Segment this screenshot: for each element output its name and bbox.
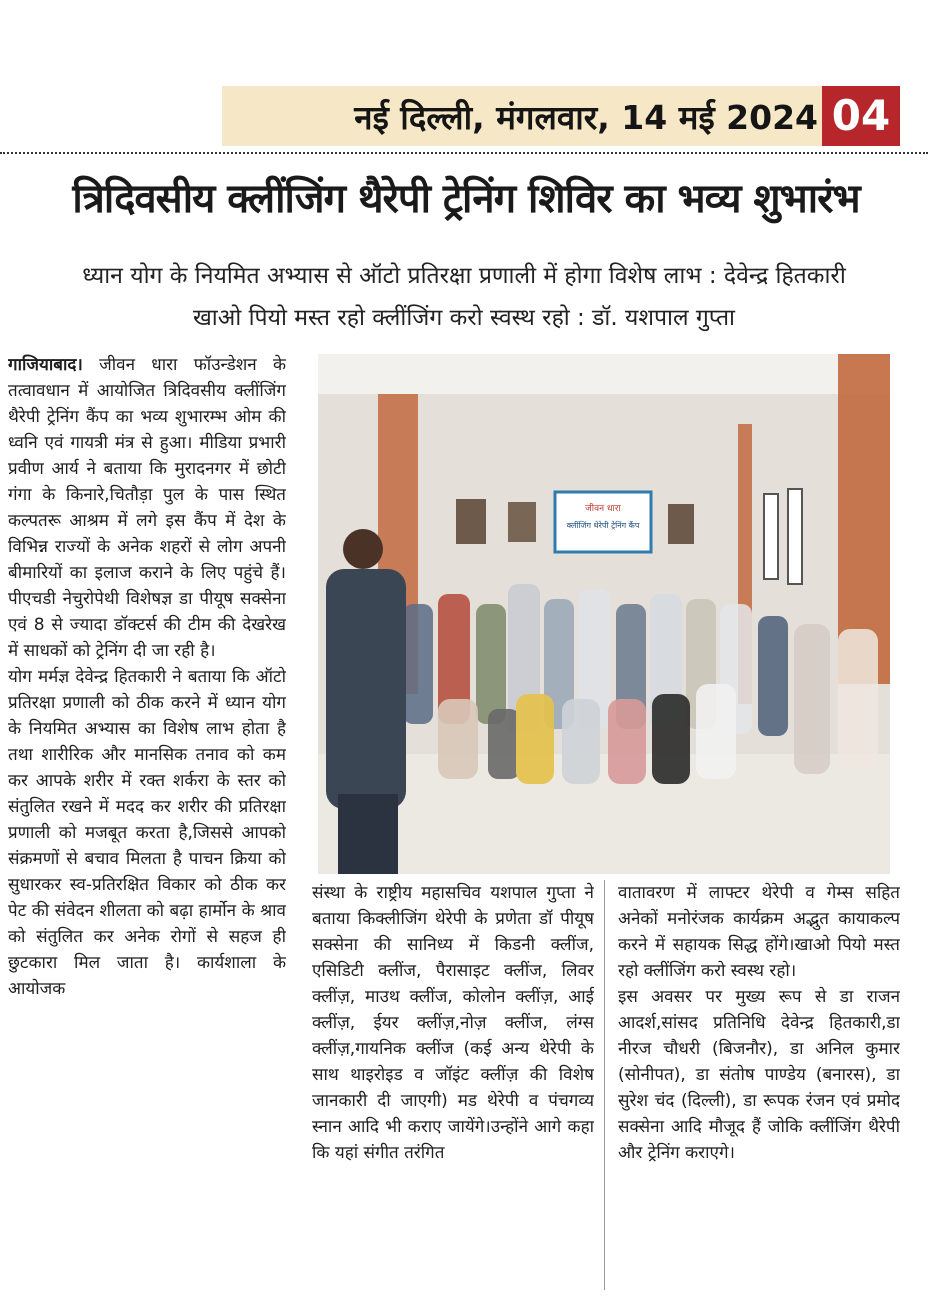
photo-banner-subtitle: क्लींजिंग थेरेपी ट्रेनिंग कैंप [566, 521, 640, 530]
headline: त्रिदिवसीय क्लींजिंग थैरेपी ट्रेनिंग शिविर का भव्य शुभारंभ [72, 176, 860, 222]
edition-dateline: नई दिल्ली, मंगलवार, 14 मई 2024 [354, 98, 818, 137]
subheadline-1: ध्यान योग के नियमित अभ्यास से ऑटो प्रतिरक्षा प्रणाली में होगा विशेष लाभ : देवेन्द्र हितकारी [82, 263, 846, 289]
article-dateline: गाजियाबाद। [8, 355, 83, 375]
article-column-left [8, 352, 286, 1296]
group-photo-illustration [318, 354, 890, 874]
article-paragraph-2: योग मर्मज्ञ देवेन्द्र हितकारी ने बताया कि ऑटो प्रतिरक्षा प्रणाली को ठीक करने में ध्यान योग के नियमित अभ्यास का विशेष लाभ होता है तथा शारीरिक और मानसिक तनाव को कम कर आपके शरीर में रक्त शर्करा के स्तर को संतुलित रखने में मदद कर शरीर की प्रतिरक्षा प्रणाली को मजबूत करता है,जिससे आपको संक्रमणों से बचाव मिलता है पाचन क्रिया को सुधारकर स्व-प्रतिरक्षित विकार को ठीक कर पेट की संवेदन शीलता को बढ़ा हार्मोन के श्राव को संतुलित कर अनेक रोगों से सहज ही छुटकारा मिल जाता है। कार्यशाला के आयोजक [8, 667, 286, 999]
column-divider [604, 880, 605, 1290]
photo-banner-title: जीवन धारा [585, 504, 621, 514]
page-number-badge: 04 [822, 86, 900, 146]
header-divider [0, 152, 928, 154]
article-paragraph-1 [8, 352, 286, 664]
article-paragraph-5: इस अवसर पर मुख्य रूप से डा राजन आदर्श,सांसद प्रतिनिधि देवेन्द्र हितकारी,डा नीरज चौधरी (बिजनौर), डा अनिल कुमार (सोनीपत), डा संतोष पाण्डेय (बनारस), डा सुरेश चंद (दिल्ली), डा रूपक रंजन एवं प्रमोद सक्सेना आदि मौजूद हैं जोकि क्लींजिंग थैरेपी और ट्रेनिंग कराएगे। [618, 987, 900, 1163]
article-paragraph-4: वातावरण में लाफ्टर थेरेपी व गेम्स सहित अनेकों मनोरंजक कार्यक्रम अद्भुत कायाकल्प करने में सहायक सिद्ध होंगे।खाओ पियो मस्त रहो क्लींजिंग करो स्वस्थ रहो। [618, 883, 900, 981]
article-column-right [618, 880, 900, 1296]
group-photo [318, 354, 890, 874]
article-column-middle [312, 880, 594, 1296]
article-paragraph-3: संस्था के राष्ट्रीय महासचिव यशपाल गुप्ता ने बताया किक्लीजिंग थेरेपी के प्रणेता डॉ पीयूष सक्सेना की सानिध्य में किडनी क्लींज, एसिडिटी क्लींज, पैरासाइट क्लींज, लिवर क्लींज़, माउथ क्लींज, कोलोन क्लींज़, आई क्लींज़, ईयर क्लींज़,नोज़ क्लींज, लंग्स क्लींज़,गायनिक क्लींज (कई अन्य थेरेपी के साथ थाइरोइड व जॉइंट क्लींज़ की विशेष जानकारी दी जाएगी) मड थेरेपी व पंचगव्य स्नान आदि भी कराए जायेंगे।उन्होंने आगे कहा कि यहां संगीत तरंगित [312, 883, 594, 1163]
speaker-figure [326, 529, 406, 874]
article-text: जीवन धारा फॉउन्डेशन के तत्वावधान में आयोजित त्रिदिवसीय क्लींजिंग थैरेपी ट्रेनिंग कैंप का भव्य शुभारम्भ ओम की ध्वनि एवं गायत्री मंत्र से हुआ। मीडिया प्रभारी प्रवीण आर्य ने बताया कि मुरादनगर में छोटी गंगा के किनारे,चितौड़ा पुल के पास स्थित कल्पतरू आश्रम में लगे इस कैंप में देश के विभिन्न राज्यों के अनेक शहरों से लोग अपनी बीमारियों का इलाज कराने के लिए पहुंचे हैं। पीएचडी नेचुरोपेथी विशेषज्ञ डा पीयूष सक्सेना एवं 8 से ज्यादा डॉक्टर्स की टीम की देखरेख में साधकों को ट्रेनिंग दी जा रही है। [8, 355, 286, 661]
subheadline-2: खाओ पियो मस्त रहो क्लींजिंग करो स्वस्थ रहो : डॉ. यशपाल गुप्ता [192, 305, 736, 331]
